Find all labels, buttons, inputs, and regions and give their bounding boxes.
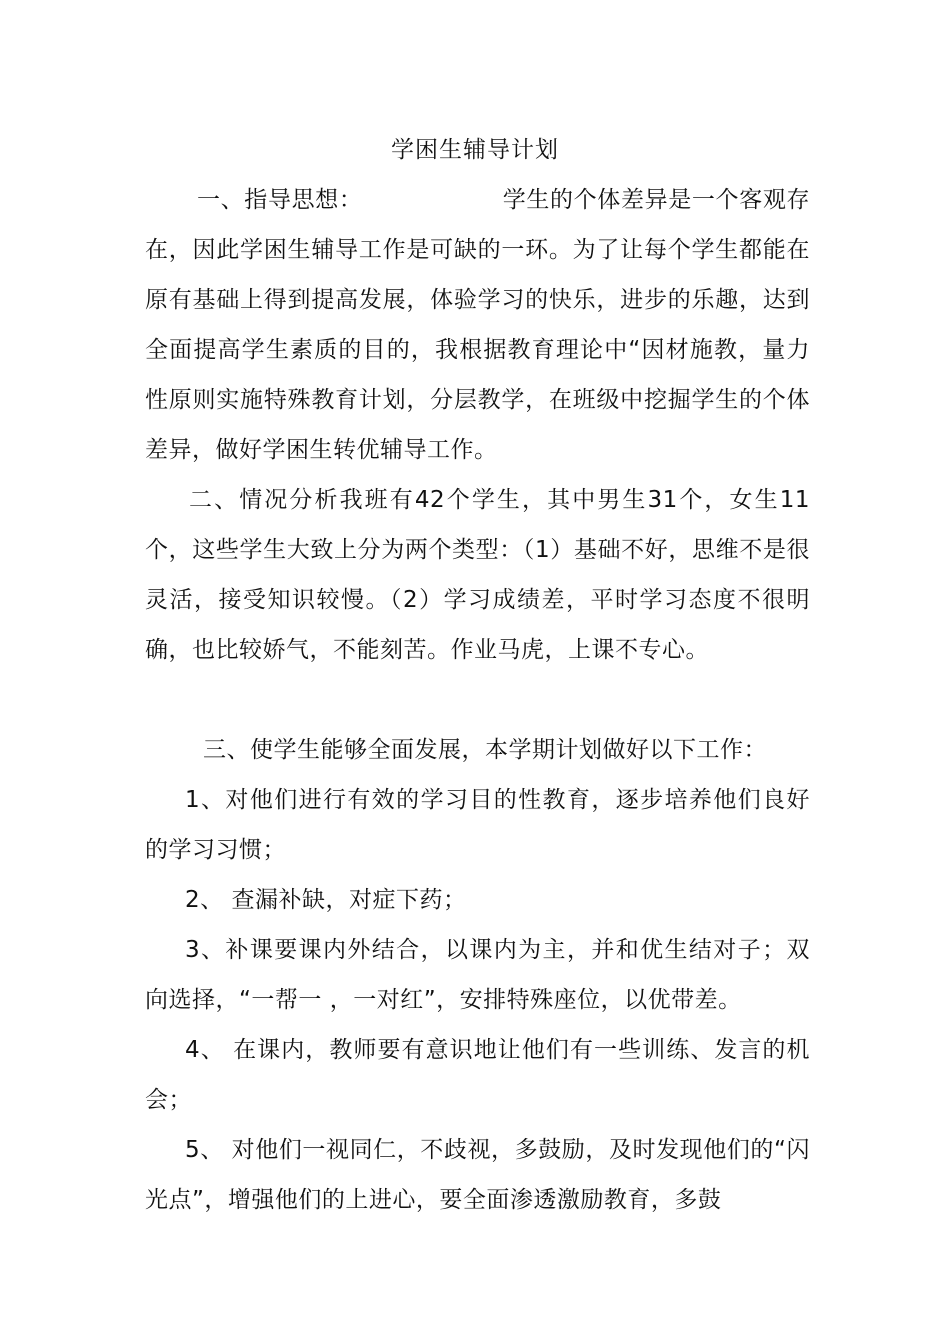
plan-item: 4、 在课内，教师要有意识地让他们有一些训练、发言的机会； [145,1037,810,1113]
plan-item: 3、补课要课内外结合，以课内为主，并和优生结对子；双向选择，“一帮一 ，一对红”，安排特殊座位，以优带差。 [145,937,810,1013]
section-guiding-thought [145,175,810,475]
section2-text: 二、情况分析我班有42个学生，其中男生31个，女生11个，这些学生大致上分为两个类型：（1）基础不好，思维不是很灵活，接受知识较慢。（2）学习成绩差，平时学习态度不很明确，也比较娇气，不能刻苦。作业马虎，上课不专心。 [145,487,810,663]
plan-item: 1、对他们进行有效的学习目的性教育，逐步培养他们良好的学习习惯； [145,787,810,863]
section3-heading: 三、使学生能够全面发展，本学期计划做好以下工作： [203,737,767,763]
plan-item: 2、 查漏补缺，对症下药； [185,887,467,913]
section1-heading: 一、指导思想： [197,187,363,213]
document-title: 学困生辅导计划 [391,137,559,163]
section-situation-analysis [145,475,810,675]
section1-text: 学生的个体差异是一个客观存在，因此学困生辅导工作是可缺的一环。为了让每个学生都能在原有基础上得到提高发展，体验学习的快乐，进步的乐趣，达到全面提高学生素质的目的，我根据教育理论中“因材施教，量力性原则实施特殊教育计划，分层教学，在班级中挖掘学生的个体差异，做好学困生转优辅导工作。 [145,187,811,463]
section-work-plan [145,725,810,1225]
plan-item: 5、 对他们一视同仁，不歧视，多鼓励，及时发现他们的“闪光点”，增强他们的上进心，要全面渗透激励教育，多鼓 [145,1137,810,1213]
